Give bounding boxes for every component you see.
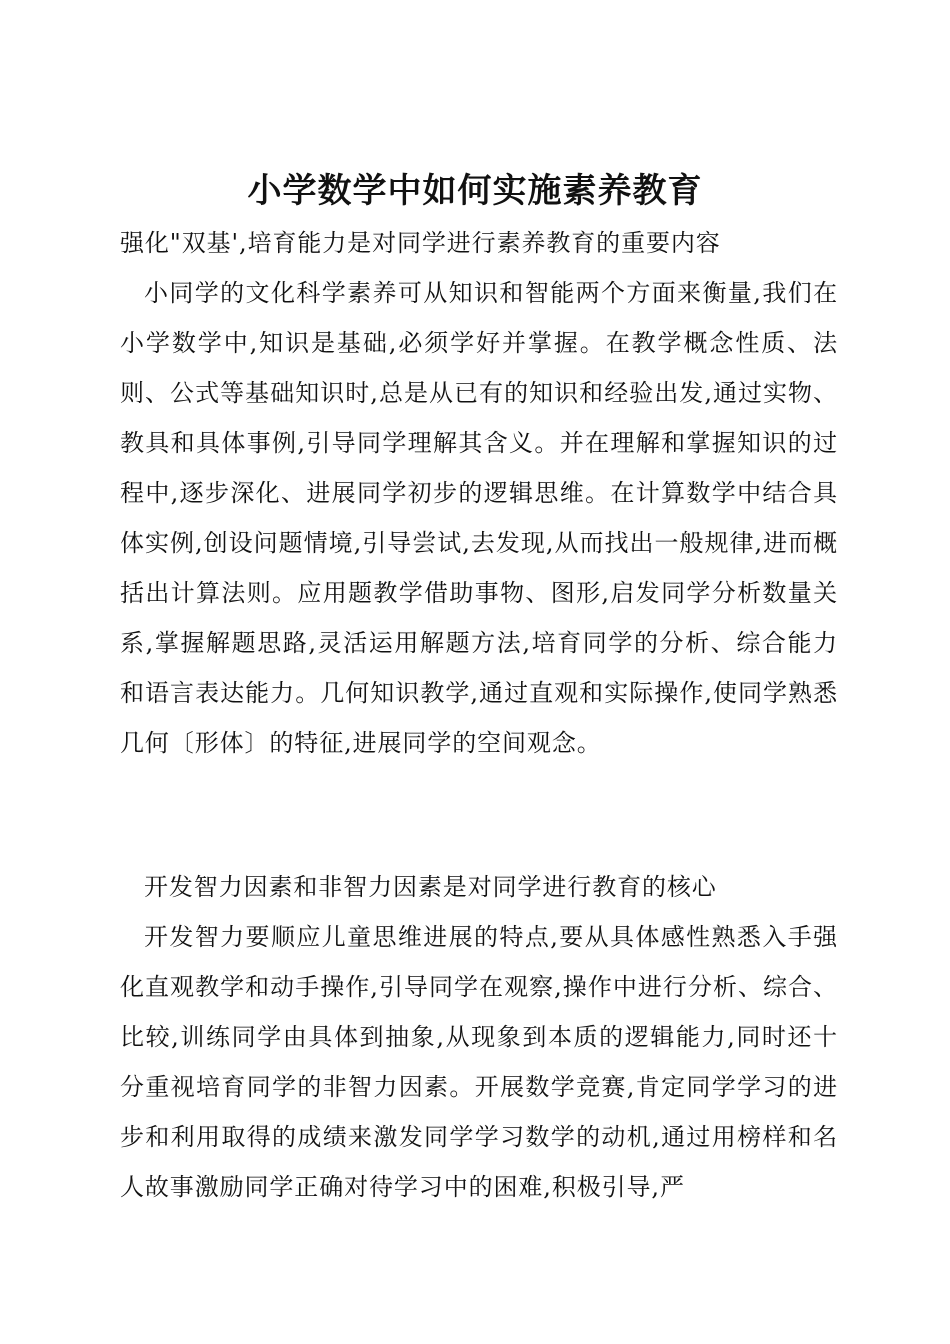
section-one-paragraph: 小同学的文化科学素养可从知识和智能两个方面来衡量,我们在小学数学中,知识是基础,必须学好并掌握。在教学概念性质、法则、公式等基础知识时,总是从已有的知识和经验出发,通过实物、教具和具体事例,引导同学理解其含义。并在理解和掌握知识的过程中,逐步深化、进展同学初步的逻辑思维。在计算数学中结合具体实例,创设问题情境,引导尝试,去发现,从而找出一般规律,进而概括出计算法则。应用题教学借助事物、图形,启发同学分析数量关系,掌握解题思路,灵活运用解题方法,培育同学的分析、综合能力和语言表达能力。几何知识教学,通过直观和实际操作,使同学熟悉几何〔形体〕的特征,进展同学的空间观念。 xyxy=(120,279,838,757)
section-two xyxy=(120,862,838,1212)
section-two-heading: 开发智力因素和非智力因素是对同学进行教育的核心 xyxy=(144,873,717,901)
section-two-paragraph: 开发智力要顺应儿童思维进展的特点,要从具体感性熟悉入手强化直观教学和动手操作,引导同学在观察,操作中进行分析、综合、比较,训练同学由具体到抽象,从现象到本质的逻辑能力,同时还十分重视培育同学的非智力因素。开展数学竞赛,肯定同学学习的进步和利用取得的成绩来激发同学学习数学的动机,通过用榜样和名人故事激励同学正确对待学习中的困难,积极引导,严 xyxy=(120,923,838,1201)
section-one xyxy=(120,218,838,768)
document-title: 小学数学中如何实施素养教育 xyxy=(247,170,703,211)
section-one-heading: 强化"双基',培育能力是对同学进行素养教育的重要内容 xyxy=(120,229,721,257)
